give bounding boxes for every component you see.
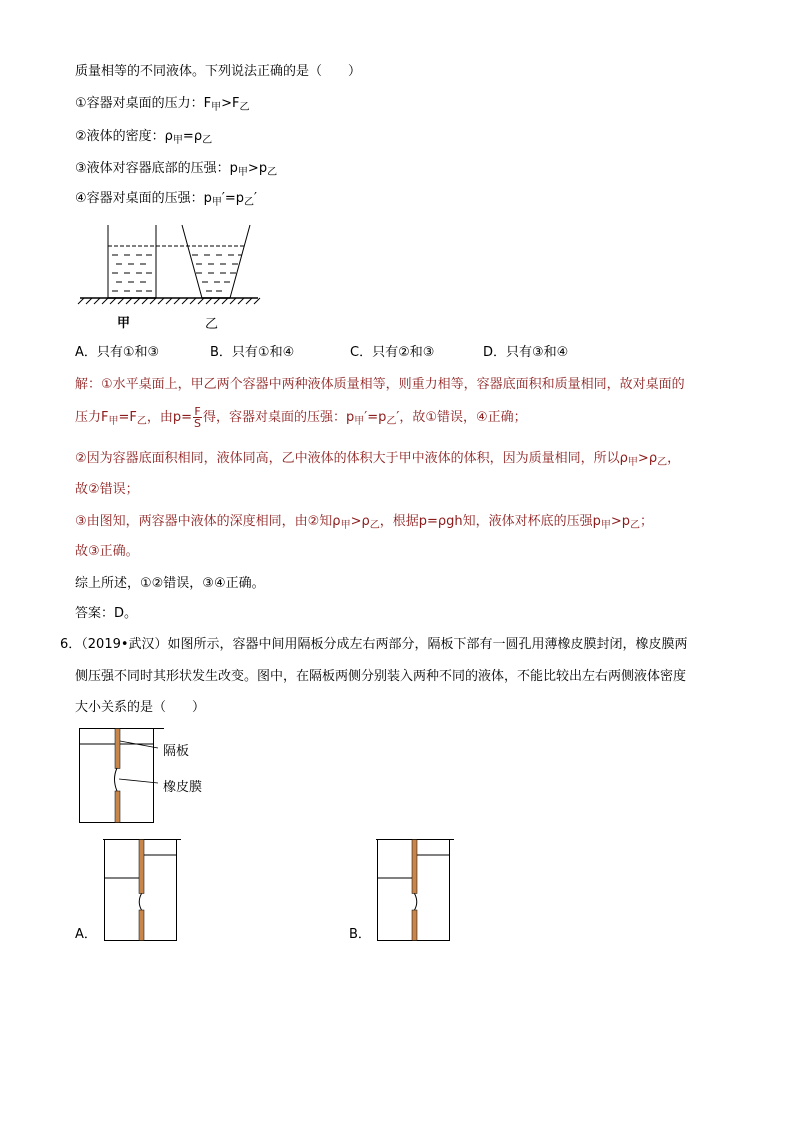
q6-line-3: 大小关系的是（ ） xyxy=(75,700,206,715)
q6-line-2: 侧压强不同时其形状发生改变。图中，在隔板两侧分别装入两种不同的液体，不能比较出左右两侧液体密度 xyxy=(75,669,687,684)
option-a-figure xyxy=(103,838,183,942)
solution-line-4: 故②错误； xyxy=(75,482,139,497)
statement-1: ①容器对桌面的压力：$F_甲>F_乙$ xyxy=(75,96,250,113)
q6-line-1: 6．（2019•武汉）如图所示，容器中间用隔板分成左右两部分，隔板下部有一圆孔用薄橡皮膜封闭，橡皮膜两 xyxy=(60,637,688,652)
option-d: D．只有③和④ xyxy=(483,345,569,360)
option-c: C．只有②和③ xyxy=(350,345,435,360)
solution-line-2: 压力$F_甲=F_乙$，由p= $\frac{F}{S}$ 得，容器对桌面的压强：$p_甲'=p_乙'$，故①错误，④正确； xyxy=(75,405,527,430)
container-label-jia: 甲 xyxy=(117,316,131,331)
answer: 答案：D。 xyxy=(75,606,138,621)
solution-line-5: ③由图知，两容器中液体的深度相同，由②知$\rho_甲>\rho_乙$，根据p=ρgh知，液体对杯底的压强$p_甲>p_乙$； xyxy=(75,514,654,531)
question-stem: 质量相等的不同液体。下列说法正确的是（ ） xyxy=(75,64,362,79)
option-a: A．只有①和③ xyxy=(75,345,160,360)
membrane-label: 橡皮膜 xyxy=(163,780,203,795)
statement-2: ②液体的密度：$\rho_甲=\rho_乙$ xyxy=(75,129,213,146)
statement-4: ④容器对桌面的压强：$p_甲'=p_乙'$ xyxy=(75,191,257,208)
solution-line-1: 解：①水平桌面上，甲乙两个容器中两种液体质量相等，则重力相等，容器底面积和质量相同，故对桌面的 xyxy=(75,377,685,392)
container-label-yi: 乙 xyxy=(205,317,219,332)
statement-3: ③液体对容器底部的压强：$p_甲>p_乙$ xyxy=(75,161,278,178)
partition-label: 隔板 xyxy=(163,744,190,759)
solution-line-6: 故③正确。 xyxy=(75,544,139,559)
q6-option-a-label: A． xyxy=(75,927,97,942)
containers-figure xyxy=(78,222,263,304)
option-b-figure xyxy=(376,838,456,942)
q6-option-b-label: B． xyxy=(349,927,371,942)
option-b: B．只有①和④ xyxy=(210,345,295,360)
fraction-f-over-s: $\frac{F}{S}$ xyxy=(194,405,201,430)
summary: 综上所述，①②错误，③④正确。 xyxy=(75,576,265,591)
solution-line-3: ②因为容器底面积相同，液体同高，乙中液体的体积大于甲中液体的体积，因为质量相同，所以$\rho_甲>\rho_乙$， xyxy=(75,451,681,468)
partition-container-figure xyxy=(78,727,168,825)
